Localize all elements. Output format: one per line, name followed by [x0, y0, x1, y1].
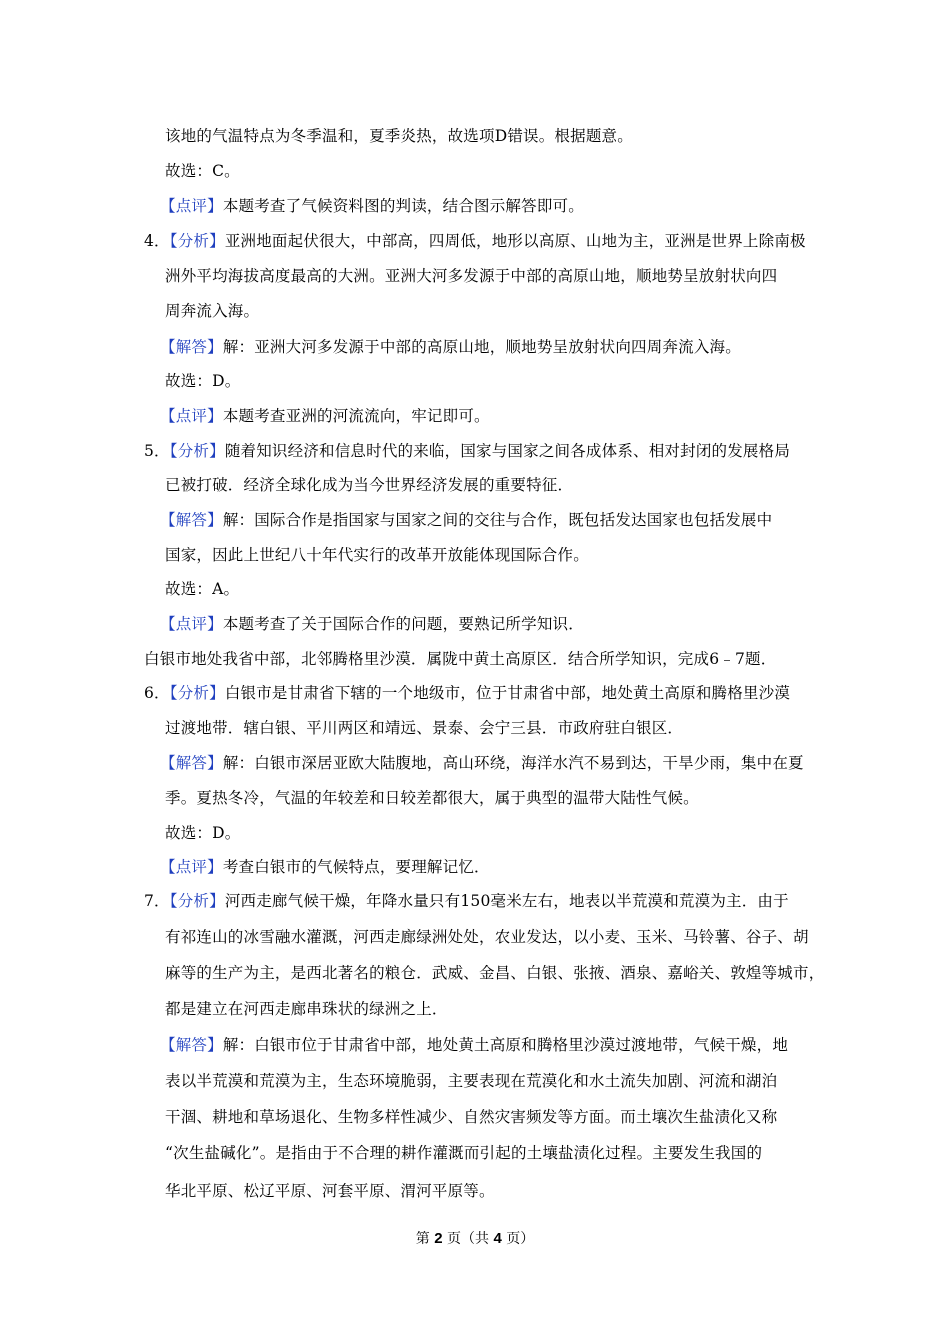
group-intro: 白银市地处我省中部，北邻腾格里沙漠．属陇中黄土高原区．结合所学知识，完成6﹣7题． [144, 650, 777, 668]
analysis-tag: 【分析】 [169, 892, 225, 910]
analysis-tag: 【分析】 [169, 684, 225, 702]
question-5-comment: 【点评】本题考查了关于国际合作的问题，要熟记所学知识． [160, 615, 584, 633]
answer-tag: 【解答】 [160, 1036, 223, 1054]
choice-line: 故选：D。 [165, 372, 241, 390]
question-5-answer: 【解答】解：国际合作是指国家与国家之间的交往与合作，既包括发达国家也包括发展中 [160, 511, 773, 529]
choice-line: 故选：A。 [165, 580, 240, 598]
text-line: “次生盐碱化”。是指由于不合理的耕作灌溉而引起的土壤盐渍化过程。主要发生我国的 [165, 1144, 763, 1162]
page-number: 2 [434, 1230, 443, 1247]
choice-line: 故选：D。 [165, 824, 241, 842]
answer-tag: 【解答】 [160, 754, 223, 772]
text-line: 已被打破．经济全球化成为当今世界经济发展的重要特征． [165, 476, 574, 494]
comment-tag: 【点评】 [160, 615, 223, 633]
question-4-answer: 【解答】解：亚洲大河多发源于中部的高原山地，顺地势呈放射状向四周奔流入海。 [160, 338, 741, 356]
choice-line: 故选：C。 [165, 162, 240, 180]
text-line: 过渡地带．辖白银、平川两区和靖远、景泰、会宁三县．市政府驻白银区． [165, 719, 684, 737]
question-number: 7． [144, 892, 170, 910]
question-6-comment: 【点评】考查白银市的气候特点，要理解记忆． [160, 858, 490, 876]
question-number: 5． [144, 442, 170, 460]
text-line: 周奔流入海。 [165, 302, 260, 320]
question-6-analysis: 6．【分析】白银市是甘肃省下辖的一个地级市，位于甘肃省中部，地处黄土高原和腾格里沙漠 [144, 684, 791, 702]
question-number: 4． [144, 232, 170, 250]
text-line: 季。夏热冬冷，气温的年较差和日较差都很大，属于典型的温带大陆性气候。 [165, 789, 699, 807]
comment-tag: 【点评】 [160, 197, 223, 215]
analysis-tag: 【分析】 [169, 442, 225, 460]
text-line: 该地的气温特点为冬季温和，夏季炎热，故选项D错误。根据题意。 [165, 127, 633, 145]
page-footer: 第 2 页（共 4 页） [415, 1230, 535, 1247]
comment-tag: 【点评】 [160, 858, 223, 876]
question-7-answer: 【解答】解：白银市位于甘肃省中部，地处黄土高原和腾格里沙漠过渡地带，气候干燥，地 [160, 1036, 789, 1054]
question-6-answer: 【解答】解：白银市深居亚欧大陆腹地，高山环绕，海洋水汽不易到达，干旱少雨，集中在夏 [160, 754, 804, 772]
question-5-analysis: 5．【分析】随着知识经济和信息时代的来临，国家与国家之间各成体系、相对封闭的发展格局 [144, 442, 791, 460]
answer-tag: 【解答】 [160, 511, 223, 529]
answer-tag: 【解答】 [160, 338, 223, 356]
text-line: 国家，因此上世纪八十年代实行的改革开放能体现国际合作。 [165, 546, 589, 564]
text-line: 表以半荒漠和荒漠为主，生态环境脆弱，主要表现在荒漠化和水土流失加剧、河流和湖泊 [165, 1072, 778, 1090]
text-line: 麻等的生产为主，是西北著名的粮仓．武威、金昌、白银、张掖、酒泉、嘉峪关、敦煌等城市， [165, 964, 825, 982]
question-4-comment: 【点评】本题考查亚洲的河流流向，牢记即可。 [160, 407, 490, 425]
comment-line: 【点评】本题考查了气候资料图的判读，结合图示解答即可。 [160, 197, 584, 215]
question-number: 6． [144, 684, 170, 702]
comment-tag: 【点评】 [160, 407, 223, 425]
text-line: 华北平原、松辽平原、河套平原、渭河平原等。 [165, 1182, 495, 1200]
question-4-analysis: 4．【分析】亚洲地面起伏很大，中部高，四周低，地形以高原、山地为主，亚洲是世界上除南极 [144, 232, 806, 250]
text-line: 有祁连山的冰雪融水灌溉，河西走廊绿洲处处，农业发达，以小麦、玉米、马铃薯、谷子、胡 [165, 928, 809, 946]
text-line: 洲外平均海拔高度最高的大洲。亚洲大河多发源于中部的高原山地，顺地势呈放射状向四 [165, 267, 778, 285]
total-pages: 4 [493, 1230, 502, 1247]
analysis-tag: 【分析】 [169, 232, 225, 250]
text-line: 都是建立在河西走廊串珠状的绿洲之上． [165, 1000, 448, 1018]
question-7-analysis: 7．【分析】河西走廊气候干燥，年降水量只有150毫米左右，地表以半荒漠和荒漠为主．由于 [144, 892, 789, 910]
text-line: 干涸、耕地和草场退化、生物多样性减少、自然灾害频发等方面。而土壤次生盐渍化又称 [165, 1108, 778, 1126]
